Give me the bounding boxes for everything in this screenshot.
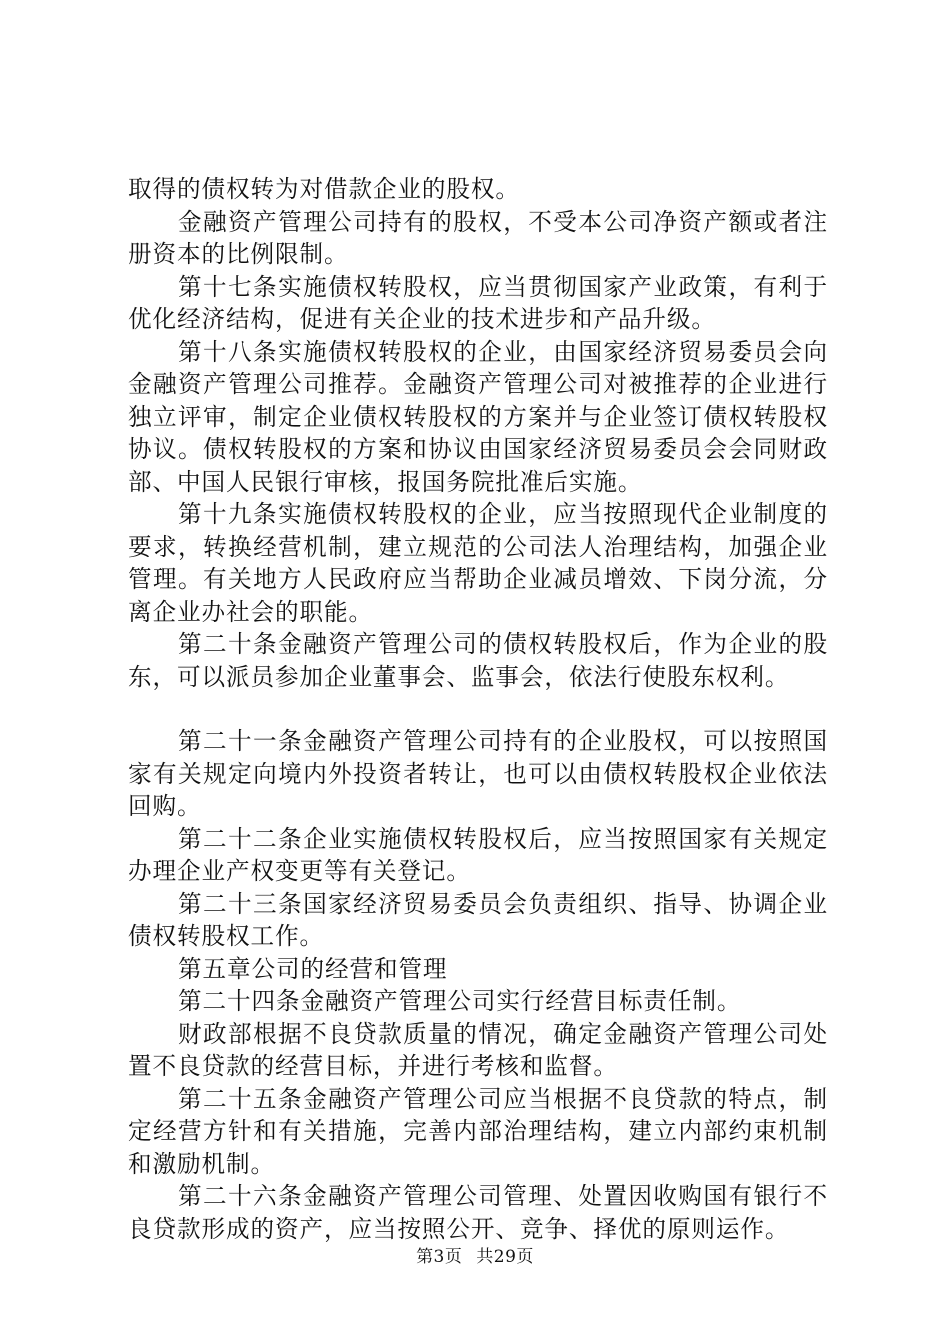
- paragraph-article-20: 第二十条金融资产管理公司的债权转股权后，作为企业的股东，可以派员参加企业董事会、监事会，依法行使股东权利。: [128, 630, 828, 691]
- page-total: 共29页: [476, 1247, 534, 1267]
- paragraph-article-17: 第十七条实施债权转股权，应当贯彻国家产业政策，有利于优化经济结构，促进有关企业的技术进步和产品升级。: [128, 272, 828, 333]
- document-body: [128, 173, 828, 1245]
- page-number: 第3页: [416, 1247, 463, 1267]
- paragraph-article-22: 第二十二条企业实施债权转股权后，应当按照国家有关规定办理企业产权变更等有关登记。: [128, 824, 828, 885]
- page-footer: [0, 1242, 950, 1267]
- paragraph-article-25: 第二十五条金融资产管理公司应当根据不良贷款的特点，制定经营方针和有关措施，完善内部治理结构，建立内部约束机制和激励机制。: [128, 1084, 828, 1178]
- chapter-heading: 第五章公司的经营和管理: [178, 954, 448, 983]
- paragraph-article-24: 第二十四条金融资产管理公司实行经营目标责任制。: [178, 987, 742, 1015]
- paragraph-article-23: 第二十三条国家经济贸易委员会负责组织、指导、协调企业债权转股权工作。: [128, 889, 828, 950]
- paragraph-article-26: 第二十六条金融资产管理公司管理、处置因收购国有银行不良贷款形成的资产，应当按照公开、竞争、择优的原则运作。: [128, 1182, 828, 1243]
- paragraph-article-18: 第十八条实施债权转股权的企业，由国家经济贸易委员会向金融资产管理公司推荐。金融资产管理公司对被推荐的企业进行独立评审，制定企业债权转股权的方案并与企业签订债权转股权协议。债权转股权的方案和协议由国家经济贸易委员会会同财政部、中国人民银行审核，报国务院批准后实施。: [128, 337, 828, 496]
- paragraph-spacer: [128, 693, 828, 725]
- paragraph-continuation: 取得的债权转为对借款企业的股权。: [128, 175, 520, 203]
- paragraph-ministry-finance: 财政部根据不良贷款质量的情况，确定金融资产管理公司处置不良贷款的经营目标，并进行考核和监督。: [128, 1019, 828, 1080]
- paragraph-article-21: 第二十一条金融资产管理公司持有的企业股权，可以按照国家有关规定向境内外投资者转让，也可以由债权转股权企业依法回购。: [128, 727, 828, 820]
- paragraph-article-19: 第十九条实施债权转股权的企业，应当按照现代企业制度的要求，转换经营机制，建立规范的公司法人治理结构，加强企业管理。有关地方人民政府应当帮助企业减员增效、下岗分流，分离企业办社会的职能。: [128, 500, 828, 626]
- paragraph-equity-limit: 金融资产管理公司持有的股权，不受本公司净资产额或者注册资本的比例限制。: [128, 207, 828, 268]
